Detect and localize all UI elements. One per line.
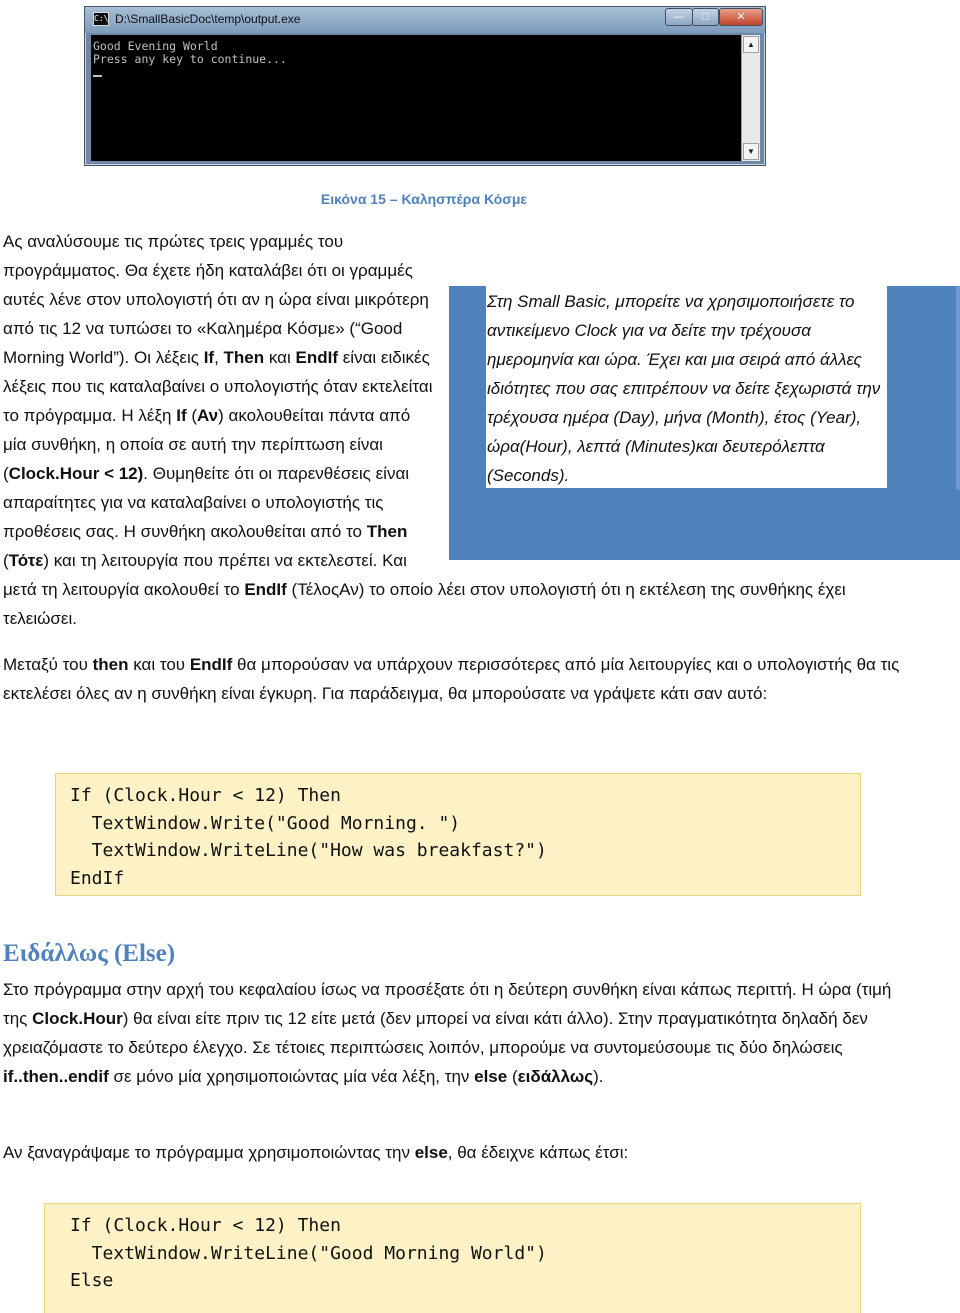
sidebar-box <box>449 286 960 560</box>
text-run: θα μπορούσαν να υπάρχουν περισσότερες από μία λειτουργίες και ο υπολογιστής θα τις εκτελέσει όλες αν η συνθήκη είναι έγκυρη. Για παράδειγμα, θα μπορούσατε να γράψετε κάτι σαν αυτό: <box>3 655 900 703</box>
console-cursor <box>93 75 102 77</box>
code-line: TextWindow.WriteLine("How was breakfast?") <box>70 840 547 861</box>
sidebar-edge <box>956 286 960 490</box>
console-output-line: Press any key to continue... <box>93 52 287 66</box>
text-run: Ας αναλύσουμε τις πρώτες τρεις γραμμές του προγράμματος. Θα έχετε ήδη καταλάβει ότι οι γραμμές αυτές λένε στον υπολογιστή ότι αν η ώρα είναι μικρότερη από τις 12 να τυπώσει το «Καλημέρα Κόσμε» (“Good Morning World”). Οι λέξεις <box>3 232 429 367</box>
bold-term: Clock.Hour < 12) <box>8 464 144 483</box>
bold-term: ειδάλλως <box>517 1067 594 1086</box>
bold-term: EndIf <box>244 580 287 599</box>
sidebar-text: Στη Small Basic, μπορείτε να χρησιμοποιήσετε το αντικείμενο Clock για να δείτε την τρέχουσα ημερομηνία και ώρα. Έχει και μια σειρά από άλλες ιδιότητες που σας επιτρέπουν να δείτε ξεχωριστά την τρέχουσα ημέρα (Day), μήνα (Month), έτος (Year), ώρα(Hour), λεπτά (Minutes)και δευτερόλεπτα (Seconds). <box>487 292 881 485</box>
text-run: και του <box>128 655 190 674</box>
code-line: Else <box>70 1270 114 1291</box>
bold-term: if..then..endif <box>3 1067 109 1086</box>
code-block <box>55 773 861 896</box>
text-run: είναι ειδικές λέξεις που τις καταλαβαίνει ο υπολογιστής όταν εκτελείται το πρόγραμμα. Η λέξη <box>3 348 433 425</box>
bold-term: Clock.Hour <box>32 1009 123 1028</box>
bold-term: then <box>92 655 129 674</box>
text-run: Μεταξύ του <box>3 655 93 674</box>
text-run: , <box>214 348 224 367</box>
bold-term: else <box>474 1067 508 1086</box>
code-line: TextWindow.Write("Good Morning. ") <box>70 812 461 834</box>
text-run: σε μόνο μία χρησιμοποιώντας μία νέα λέξη, την <box>108 1067 475 1086</box>
text-run: , θα έδειχνε κάπως έτσι: <box>447 1143 629 1162</box>
code-line: TextWindow.WriteLine("Good Morning World") <box>70 1242 547 1264</box>
minimize-button[interactable]: — <box>665 8 693 26</box>
bold-term: If <box>203 348 215 367</box>
scroll-up-arrow-icon[interactable]: ▲ <box>743 36 759 53</box>
scroll-down-arrow-icon[interactable]: ▼ <box>743 143 759 160</box>
figure-caption: Εικόνα 15 – Καλησπέρα Κόσμε <box>320 191 528 207</box>
console-output <box>91 35 741 161</box>
console-window-screenshot <box>84 6 766 166</box>
code-line: EndIf <box>70 867 125 889</box>
console-scrollbar[interactable] <box>741 35 760 161</box>
text-run: (ΤέλοςΑν) το οποίο λέει στον υπολογιστή ότι η εκτέλεση της συνθήκης έχει τελειώσει. <box>3 580 846 628</box>
console-output-line: Good Evening World <box>93 39 218 53</box>
text-run: ( <box>186 406 198 425</box>
bold-term: If <box>176 406 187 425</box>
body-paragraph <box>3 975 903 1091</box>
console-title-bar <box>85 7 765 33</box>
code-line: If (Clock.Hour < 12) Then <box>70 785 341 806</box>
bold-term: else <box>414 1143 448 1162</box>
bold-term: Τότε <box>8 551 44 570</box>
console-window-title: D:\SmallBasicDoc\temp\output.exe <box>115 12 301 26</box>
console-app-icon: C:\ <box>93 12 109 26</box>
text-run: ) θα είναι είτε πριν τις 12 είτε μετά (δεν μπορεί να είναι κάτι άλλο). Στην πραγματικότητα δηλαδή δεν χρειαζόμαστε το δεύτερο έλεγχο. Σε τέτοιες περιπτώσεις λοιπόν, μπορούμε να συντομεύσουμε τις δύο δηλώσεις <box>3 1009 868 1057</box>
body-paragraph <box>3 1138 903 1167</box>
bold-term: EndIf <box>295 348 338 367</box>
text-run: ( <box>507 1067 518 1086</box>
body-paragraph <box>3 650 903 708</box>
sidebar-text-panel <box>486 286 887 488</box>
body-paragraph <box>3 227 903 633</box>
bold-term: Αν <box>197 406 219 425</box>
text-run: ) και τη λειτουργία που πρέπει να εκτελεστεί. Και μετά τη λειτουργία ακολουθεί το <box>3 551 407 599</box>
close-button[interactable]: ✕ <box>719 8 763 26</box>
text-run: ). <box>593 1067 604 1086</box>
text-run: ( <box>3 551 9 570</box>
code-line: If (Clock.Hour < 12) Then <box>70 1215 341 1236</box>
text-run: ) ακολουθείται πάντα από μία συνθήκη, η οποία σε αυτή την περίπτωση είναι ( <box>3 406 411 483</box>
bold-term: Then <box>366 522 408 541</box>
text-run: Στο πρόγραμμα στην αρχή του κεφαλαίου ίσως να προσέξατε ότι η δεύτερη συνθήκη είναι κάπως περιττή. Η ώρα (τιμή της <box>3 980 892 1028</box>
text-run: . Θυμηθείτε ότι οι παρενθέσεις είναι απαραίτητες για να καταλαβαίνει ο υπολογιστής τις προθέσεις σας. Η συνθήκη ακολουθείται από το <box>3 464 410 541</box>
text-run: Αν ξαναγράψαμε το πρόγραμμα χρησιμοποιώντας την <box>3 1143 415 1162</box>
bold-term: Then <box>223 348 265 367</box>
text-run: και <box>264 348 296 367</box>
bold-term: EndIf <box>189 655 233 674</box>
code-block <box>44 1203 861 1313</box>
maximize-button[interactable]: □ <box>692 8 719 26</box>
section-heading: Ειδάλλως (Else) <box>3 940 176 967</box>
